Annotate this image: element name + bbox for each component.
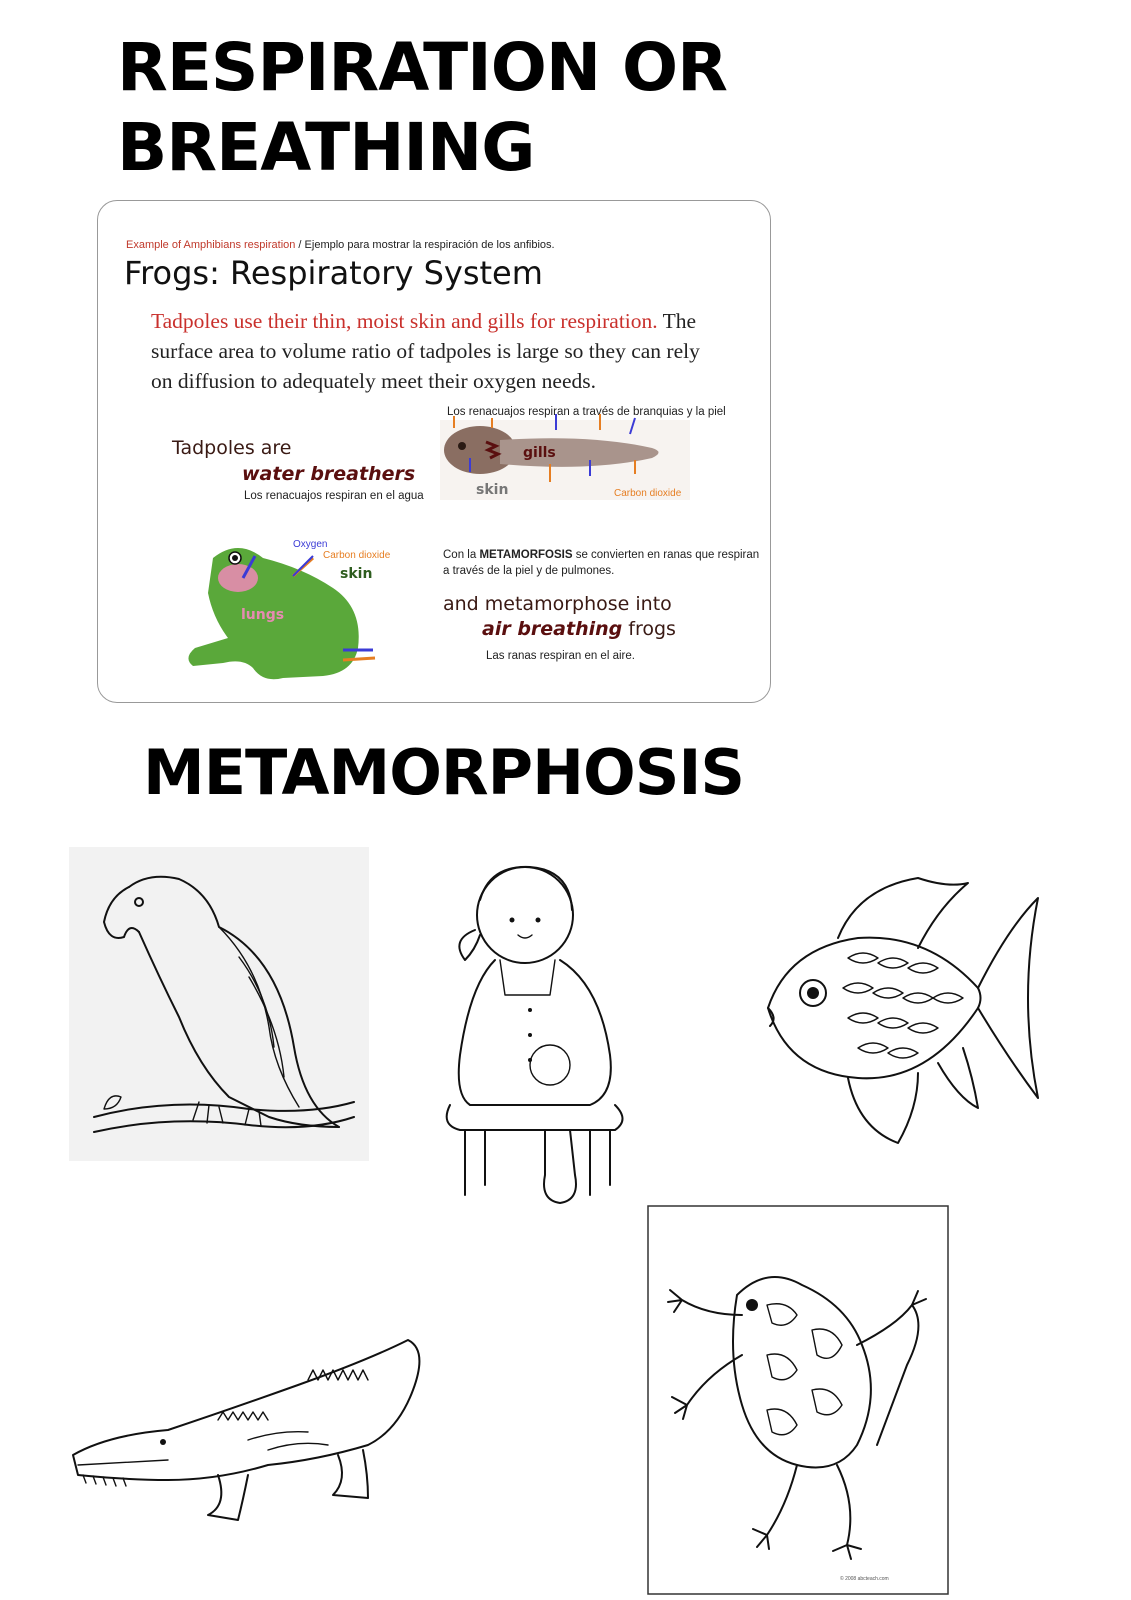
tadpole-co2-label: Carbon dioxide [614,488,682,499]
frogs-word: frogs [622,618,676,640]
crocodile-illustration [68,1330,438,1540]
gills-label: gills [523,445,556,461]
air-breathing-spanish: Las ranas respiran en el aire. [486,650,635,662]
slide-paragraph [151,306,721,396]
lungs-label: lungs [241,607,285,623]
tadpoles-are-text: Tadpoles are [172,437,292,459]
slide-caption [126,239,555,251]
page-title-line2: BREATHING [117,109,535,186]
pregnant-woman-illustration [440,855,635,1220]
slide-caption-spanish: / Ejemplo para mostrar la respiración de los anfibios. [295,239,555,251]
meta-spanish-bold: METAMORFOSIS [479,549,573,561]
slide-paragraph-highlight: Tadpoles use their thin, moist skin and gills for respiration. [151,309,658,333]
and-metamorphose-text: and metamorphose into [443,593,672,615]
water-breathers-spanish: Los renacuajos respiran en el agua [244,490,424,502]
water-breathers-text: water breathers [242,463,416,485]
meta-spanish-pre: Con la [443,549,480,561]
metamorphosis-spanish-line2: a través de la piel y de pulmones. [443,565,615,577]
oxygen-label: Oxygen [293,539,328,550]
fish-illustration [748,868,1048,1168]
poison-dart-frog-illustration [647,1205,949,1595]
frog-skin-label: skin [340,566,373,582]
metamorphosis-spanish [443,549,759,561]
air-breathing-text: air breathing [482,618,623,640]
slide-caption-english: Example of Amphibians respiration [126,239,296,251]
tadpole-skin-label: skin [476,482,509,498]
section-title: METAMORPHOSIS [143,736,745,809]
tadpole-caption: Los renacuajos respiran a través de branquias y la piel [447,406,726,418]
air-breathing-frogs-text [482,618,676,640]
meta-spanish-post: se convierten en ranas que respiran [572,549,760,561]
slide-paragraph-body: The surface area to volume ratio of tadpoles is large so they can rely on diffusion to adequately meet their oxygen needs. [151,309,700,393]
page-title-line1: RESPIRATION OR [117,29,727,106]
slide-title: Frogs: Respiratory System [124,254,543,292]
page-title [117,28,727,188]
frog-copyright: © 2008 abcteach.com [840,1576,889,1582]
frog-co2-label: Carbon dioxide [323,550,391,561]
parrot-illustration [69,847,369,1161]
